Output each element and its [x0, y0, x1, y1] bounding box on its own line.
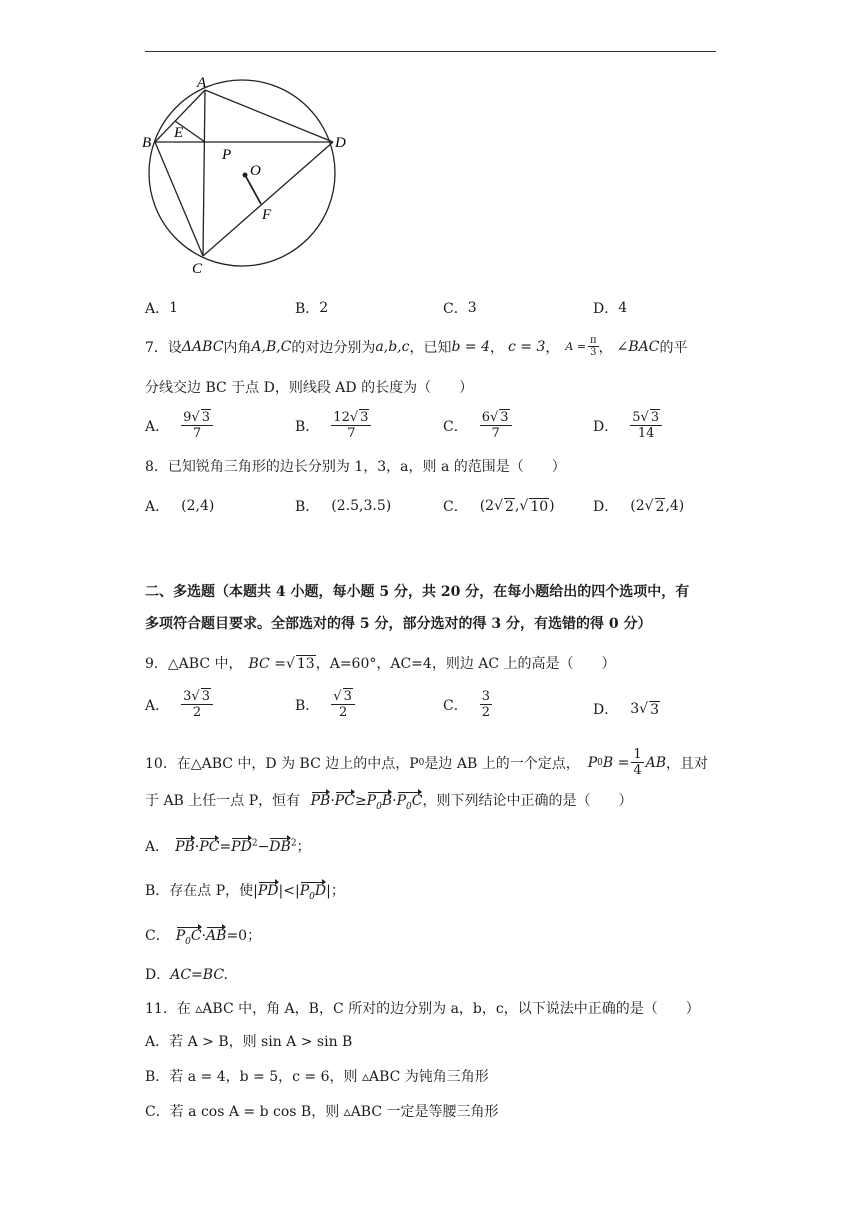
q8-option-b[interactable]: B． (2.5,3.5) [295, 498, 392, 515]
header-rule [145, 51, 716, 52]
q10-line1: 10．在△ABC 中，D 为 BC 边上的中点，P 0 是边 AB 上的一个定点， P 0 B = $\frac{1}{4}$ AB ，且对 [145, 747, 709, 778]
segment-ad [205, 90, 333, 142]
q11-option-c[interactable]: C．若 a cos A = b cos B，则 ▵ABC 一定是等腰三角形 [145, 1104, 499, 1120]
center-point [243, 173, 248, 178]
q8-option-d[interactable]: D． (2 √ 2 ,4) [593, 498, 685, 515]
segment-of [245, 175, 261, 204]
section2-line2: 多项符合题目要求。全部选对的得 5 分，部分选对的得 3 分，有选错的得 0 分） [145, 616, 652, 632]
circumcircle [149, 80, 335, 266]
q6-option-c[interactable]: C． 3 [443, 300, 477, 317]
circle-figure [138, 74, 358, 284]
q7-option-b[interactable]: B． $\frac{12√ 3}{7}$ [295, 410, 371, 441]
q7-option-c[interactable]: C． $\frac{6√ 3}{7}$ [443, 410, 512, 441]
q11-stem: 11．在 ▵ABC 中，角 A，B，C 所对的边分别为 a，b，c，以下说法中正确的是（ ） [145, 1001, 700, 1017]
label-a: A [197, 75, 207, 91]
label-p: P [222, 147, 232, 163]
q7-line1: 7．设 ΔABC 内角 A,B,C 的对边分别为 a,b,c ，已知 b = 4 ， c = 3 ， A = $\frac{\pi}{3}$ ， ∠BAC 的平 [145, 335, 688, 358]
q8-options [145, 496, 745, 526]
q10-option-a[interactable]: A． $PB\cdot PC=PD^2-DB^2$； [145, 838, 311, 855]
section2-line1: 二、多选题（本题共 4 小题，每小题 5 分，共 20 分，在每小题给出的四个选项中，有 [145, 584, 690, 600]
q11-option-b[interactable]: B．若 a = 4，b = 5，c = 6，则 ▵ABC 为钝角三角形 [145, 1069, 489, 1085]
q9-option-c[interactable]: C． $\frac{3}{2}$ [443, 689, 490, 720]
label-o: O [250, 163, 261, 179]
q7-line2: 分线交边 BC 于点 D，则线段 AD 的长度为（ ） [145, 380, 474, 396]
q10-option-c[interactable]: C． $P_0C\cdot AB=0$； [145, 928, 262, 947]
q9-option-b[interactable]: B． $\frac{√ 3}{2}$ [295, 689, 355, 720]
q6-option-a[interactable]: A． 1 [145, 300, 179, 317]
q11-option-a[interactable]: A．若 A > B，则 sin A > sin B [145, 1034, 353, 1050]
q6-options [145, 298, 745, 328]
q7-option-a[interactable]: A． $\frac{9√ 3}{7}$ [145, 410, 213, 441]
q6-option-b[interactable]: B． 2 [295, 300, 329, 317]
label-e: E [174, 125, 184, 141]
q7-options [145, 408, 745, 448]
q6-option-d[interactable]: D． 4 [593, 300, 628, 317]
segment-bc [155, 142, 203, 256]
label-c: C [192, 261, 203, 277]
q8-stem: 8．已知锐角三角形的边长分别为 1，3，a，则 a 的范围是（ ） [145, 459, 566, 475]
label-b: B [142, 135, 152, 151]
label-f: F [262, 207, 272, 223]
q8-option-c[interactable]: C． (2 √ 2 , √ 10 ) [443, 498, 555, 515]
q10-option-d[interactable]: D．AC=BC. [145, 967, 228, 983]
q10-option-b[interactable]: B．存在点 P，使$|PD|<|P_0D|$； [145, 883, 345, 902]
segment-ac [203, 90, 205, 256]
pi-over-3: $\frac{\pi}{3}$ [590, 335, 597, 358]
q8-option-a[interactable]: A． (2,4) [145, 498, 215, 515]
q7-option-d[interactable]: D． $\frac{5√ 3}{14}$ [593, 410, 662, 441]
q9-option-a[interactable]: A． $\frac{3√ 3}{2}$ [145, 689, 213, 720]
q9-option-d[interactable]: D． 3 √ 3 [593, 701, 659, 718]
q9-options [145, 689, 745, 729]
label-d: D [335, 135, 346, 151]
q10-line2: 于 AB 上任一点 P，恒有 $PB\cdot PC\ge P_0B\cdot P_0C$，则下列结论中正确的是（ ） [145, 793, 633, 812]
q9-stem: 9．△ABC 中， BC =√ 13，A=60°，AC=4，则边 AC 上的高是（ ） [145, 656, 616, 672]
